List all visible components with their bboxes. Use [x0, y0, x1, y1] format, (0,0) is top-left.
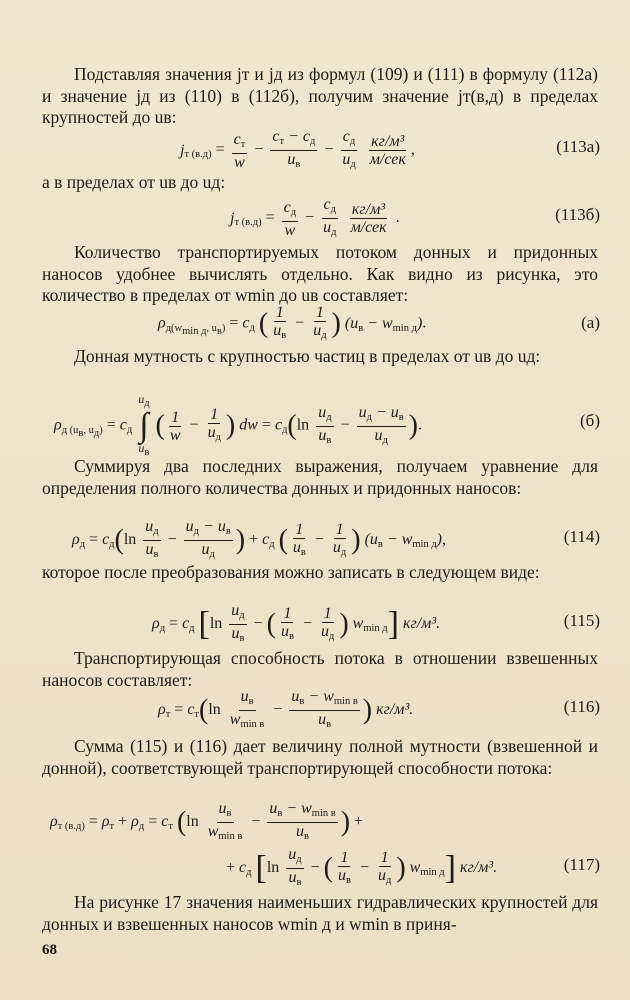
- formula-number-b: (б): [580, 411, 600, 430]
- formula-113a-body: jт (в.д) = $\frac{c_т}{w}$ − $\frac{c_т - c_д}{u_в}$ − $\frac{c_д}{u_д}$ $\frac{\text{кг/м³}}{\text{м/сек}}$ ,: [180, 128, 415, 171]
- formula-number-114: (114): [563, 527, 600, 546]
- formula-number-a: (а): [581, 313, 600, 332]
- formula-a-body: $\rho д(w_{min д}$, $u_в) = c_д$ ( $\frac{1}{u_в}$ − $\frac{1}{u_д}$ ) $(u_в - w_{min д})$.: [158, 304, 427, 341]
- formula-114-body: $\rho_д = c_д(\ln$ $\frac{u_д}{u_в}$ − $\frac{u_д - u_в}{u_д}$ ) + $c_д$ ( $\frac{1}{u_в}$ − $\frac{1}{u_д}$ ) $(u_в - w_{min д})$,: [72, 518, 446, 560]
- paragraph-1: Подставляя значения jт и jд из формул (109) и (111) в формулу (112а) и значение jд из (110) в (112б), получим значение jт(в,д) в пределах крупностей до uв:: [42, 64, 598, 127]
- formula-number-116: (116): [563, 697, 600, 716]
- formula-113a: [40, 128, 600, 172]
- formula-117-line-1: [40, 800, 600, 844]
- formula-117-line-2: [40, 846, 600, 890]
- page-number: 68: [42, 942, 57, 958]
- paragraph-9: На рисунке 17 значения наименьших гидравлических крупностей для донных и взвешенных наносов wmin д и wmin в приня-: [42, 892, 598, 934]
- paragraph-8: Сумма (115) и (116) дает величину полной мутности (взвешенной и донной), соответствующей транспортирующей способности потока:: [42, 736, 598, 778]
- formula-number-113a: (113а): [556, 137, 600, 156]
- unit-kg-m3: кг/м³.: [376, 701, 414, 719]
- formula-113b: [40, 196, 600, 240]
- formula-number-117: (117): [563, 855, 600, 874]
- formula-117-line-2-body: + $c_д$ [ln $\frac{u_д}{u_в}$ − ( $\frac{1}{u_в}$ − $\frac{1}{u_д}$ ) $w_{min д}$] кг/м³.: [226, 846, 498, 888]
- formula-116: [40, 688, 600, 732]
- paragraph-6: которое после преобразования можно записать в следующем виде:: [42, 562, 540, 582]
- formula-113b-body: jт (в.д) = $\frac{c_д}{w}$ − $\frac{c_д}{u_д}$ $\frac{\text{кг/м³}}{\text{м/сек}}$ .: [230, 196, 400, 239]
- unit-m-sec: м/сек: [350, 219, 387, 236]
- formula-116-body: $\rho_т = c_т(\ln$ $\frac{u_в}{w_{min в}}$ − $\frac{u_в - w_{min в}}{u_в}$ ) кг/м³.: [158, 688, 414, 730]
- paragraph-5: Суммируя два последних выражения, получаем уравнение для определения полного количества донных и придонных наносов:: [42, 456, 598, 498]
- formula-115-body: $\rho_д = c_д$ [ln $\frac{u_д}{u_в}$ − ( $\frac{1}{u_в}$ − $\frac{1}{u_д}$ ) $w_{min д}$] кг/м³.: [152, 602, 441, 644]
- formula-115: [40, 602, 600, 646]
- unit-kg-m3: кг/м³: [371, 133, 405, 150]
- unit-kg-m3: кг/м³: [351, 201, 386, 218]
- paragraph-3: Количество транспортируемых потоком донных и придонных наносов удобнее вычислять отдельно. Как видно из рисунка, это количество в пределах от wmin до uв составляет:: [42, 242, 598, 305]
- paragraph-2: а в пределах от uв до uд:: [42, 172, 226, 192]
- unit-kg-m3: кг/м³.: [459, 859, 498, 877]
- unit-kg-m3: кг/м³.: [402, 615, 441, 633]
- formula-a: [40, 304, 600, 346]
- paragraph-7: Транспортирующая способность потока в отношении взвешенных наносов составляет:: [42, 648, 598, 690]
- formula-b: [40, 388, 600, 458]
- paragraph-4: Донная мутность с крупностью частиц в пределах от uв до uд:: [74, 346, 541, 366]
- unit-m-sec: м/сек: [369, 151, 406, 168]
- formula-114: [40, 518, 600, 562]
- formula-number-115: (115): [563, 611, 600, 630]
- formula-b-body: ρд ($u_в$, $u_д) = c_д$ $u_д$ ∫ $u_в$ ( $\frac{1}{w}$ − $\frac{1}{u_д}$ ) dw = $c_д(\ln$ $\frac{u_д}{u_в}$ − $\frac{u_д - u_в}{u_д}$ ).: [54, 392, 422, 458]
- formula-117-line-1-body: ρт $(в.д) = \rho_т + \rho_д = c_т$ (ln $\frac{u_в}{w_{min в}}$ − $\frac{u_в - w_{min в}}{u_в}$ ) +: [50, 800, 364, 842]
- formula-number-113b: (113б): [555, 205, 600, 224]
